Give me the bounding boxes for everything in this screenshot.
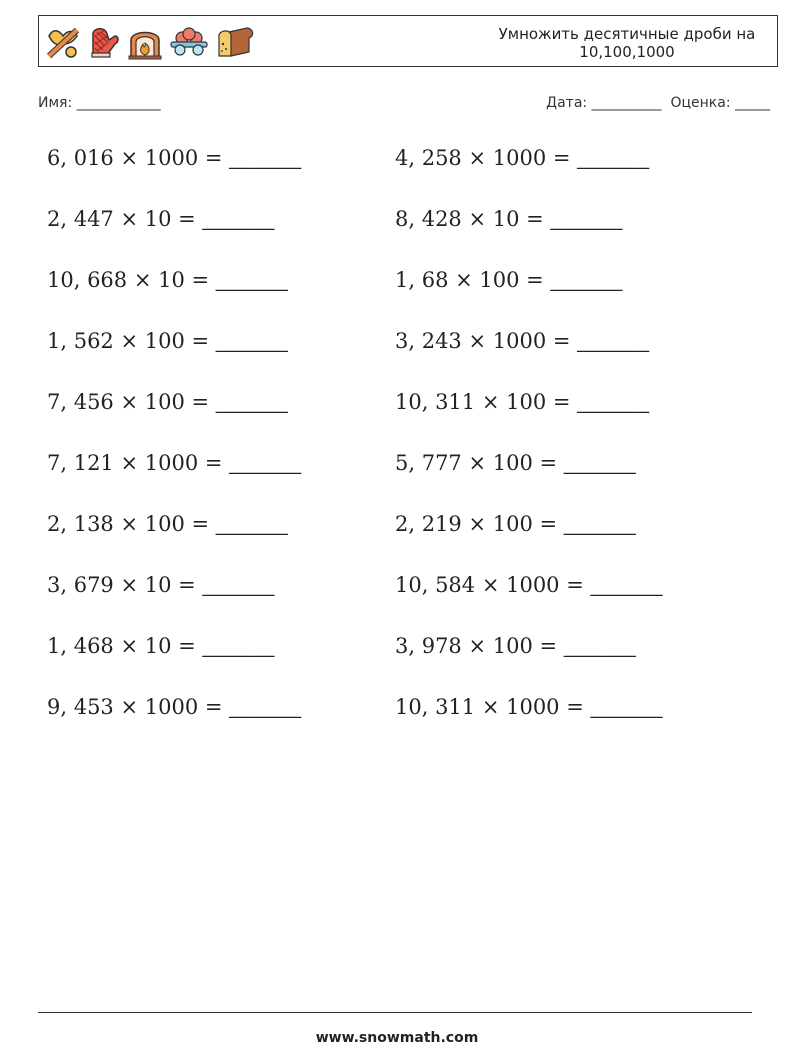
problem-expression: 2, 138 × 100 = [47,512,216,536]
answer-blank[interactable]: ________ [590,698,663,719]
title-line-1: Умножить десятичные дроби на [498,25,756,43]
problem-expression: 10, 668 × 10 = [47,268,216,292]
problem-right [395,146,649,170]
answer-blank[interactable]: ________ [215,332,288,353]
problem-right [395,390,649,414]
answer-blank[interactable]: ________ [215,515,288,536]
problem-expression: 2, 219 × 100 = [395,512,564,536]
muffin-tray-icon [169,24,209,60]
problem-left [47,695,301,719]
answer-blank[interactable]: ________ [229,149,302,170]
answer-blank[interactable]: ________ [202,576,275,597]
problem-expression: 1, 562 × 100 = [47,329,216,353]
problem-expression: 1, 468 × 10 = [47,634,203,658]
problem-right [395,268,622,292]
problem-row [47,512,747,542]
date-score-fields [546,95,770,111]
footer-divider [38,1012,752,1013]
answer-blank[interactable]: ________ [215,393,288,414]
problem-expression: 10, 311 × 100 = [395,390,578,414]
name-field[interactable]: Имя: ____________ [38,95,161,111]
problem-right [395,573,663,597]
problem-right [395,451,636,475]
problem-expression: 6, 016 × 1000 = [47,146,230,170]
answer-blank[interactable]: ________ [202,637,275,658]
answer-blank[interactable]: ________ [563,515,636,536]
answer-blank[interactable]: ________ [550,271,623,292]
problem-expression: 2, 447 × 10 = [47,207,203,231]
answer-blank[interactable]: ________ [563,454,636,475]
answer-blank[interactable]: ________ [202,210,275,231]
problem-left [47,207,274,231]
problem-left [47,268,288,292]
problem-right [395,329,649,353]
problem-row [47,573,747,603]
problem-left [47,634,274,658]
answer-blank[interactable]: ________ [229,698,302,719]
title-line-2: 10,100,1000 [579,43,675,61]
problem-right [395,512,636,536]
answer-blank[interactable]: ________ [577,332,650,353]
problem-expression: 1, 68 × 100 = [395,268,551,292]
oven-mitt-icon [87,24,121,60]
problem-row [47,207,747,237]
answer-blank[interactable]: ________ [577,149,650,170]
problem-row [47,146,747,176]
problem-expression: 5, 777 × 100 = [395,451,564,475]
problem-row [47,695,747,725]
problem-expression: 10, 584 × 1000 = [395,573,591,597]
answer-blank[interactable]: ________ [590,576,663,597]
answer-blank[interactable]: ________ [563,637,636,658]
problem-left [47,390,288,414]
problem-expression: 4, 258 × 1000 = [395,146,578,170]
rolling-pin-icon [45,24,81,60]
problem-expression: 9, 453 × 1000 = [47,695,230,719]
problem-expression: 7, 456 × 100 = [47,390,216,414]
problem-right [395,695,663,719]
problem-expression: 3, 978 × 100 = [395,634,564,658]
footer-url[interactable]: www.snowmath.com [315,1030,479,1046]
bread-loaf-icon [215,24,255,60]
worksheet-title [477,25,777,61]
fireplace-oven-icon [127,24,163,60]
problem-row [47,329,747,359]
problem-expression: 10, 311 × 1000 = [395,695,591,719]
answer-blank[interactable]: ________ [229,454,302,475]
problem-left [47,451,301,475]
problem-left [47,146,301,170]
problem-left [47,512,288,536]
answer-blank[interactable]: ________ [550,210,623,231]
problem-right [395,207,622,231]
problem-left [47,329,288,353]
problem-expression: 7, 121 × 1000 = [47,451,230,475]
problem-left [47,573,274,597]
header-box [38,15,778,67]
problem-expression: 3, 243 × 1000 = [395,329,578,353]
problem-row [47,268,747,298]
score-field[interactable]: Оценка: _____ [670,95,770,111]
problem-row [47,390,747,420]
answer-blank[interactable]: ________ [577,393,650,414]
problem-expression: 8, 428 × 10 = [395,207,551,231]
problem-row [47,634,747,664]
problem-row [47,451,747,481]
answer-blank[interactable]: ________ [215,271,288,292]
date-field[interactable]: Дата: __________ [546,95,662,111]
problem-right [395,634,636,658]
icon-strip [45,24,255,60]
problem-expression: 3, 679 × 10 = [47,573,203,597]
